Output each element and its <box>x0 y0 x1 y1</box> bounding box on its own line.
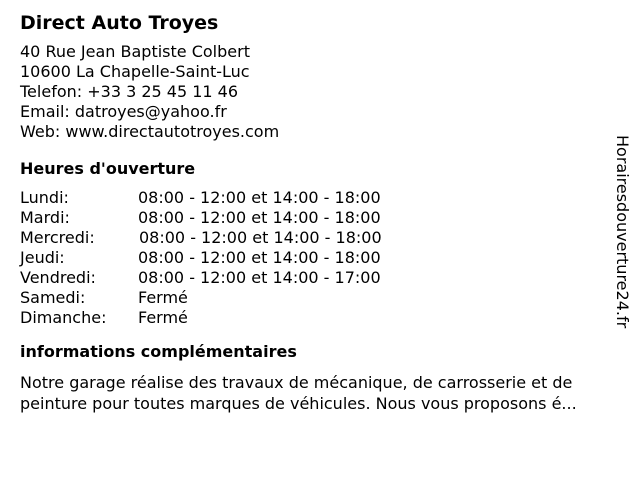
hours-row <box>20 288 620 308</box>
phone-line: Telefon: +33 3 25 45 11 46 <box>20 82 239 101</box>
hours-day: Mardi: <box>20 208 70 227</box>
hours-time: Fermé <box>138 308 188 327</box>
hours-row <box>20 268 620 288</box>
web-line: Web: www.directautotroyes.com <box>20 122 280 141</box>
hours-time: 08:00 - 12:00 et 14:00 - 17:00 <box>138 268 381 287</box>
hours-time: Fermé <box>138 288 188 307</box>
hours-day: Dimanche: <box>20 308 107 327</box>
business-name: Direct Auto Troyes <box>20 12 219 34</box>
hours-time: 08:00 - 12:00 et 14:00 - 18:00 <box>138 188 381 207</box>
hours-day: Jeudi: <box>20 248 65 267</box>
email-line: Email: datroyes@yahoo.fr <box>20 102 227 121</box>
hours-day: Vendredi: <box>20 268 96 287</box>
hours-time: 08:00 - 12:00 et 14:00 - 18:00 <box>138 208 381 227</box>
hours-row <box>20 228 620 248</box>
watermark-text: Horairesdouverture24.fr <box>613 135 632 329</box>
business-card <box>20 10 620 414</box>
hours-table <box>20 188 620 328</box>
info-description: Notre garage réalise des travaux de mécanique, de carrosserie et de peinture pour toutes marques de véhicules. Nous vous proposons é... <box>20 373 577 413</box>
hours-time: 08:00 - 12:00 et 14:00 - 18:00 <box>139 228 382 247</box>
hours-day: Samedi: <box>20 288 86 307</box>
hours-row <box>20 308 620 328</box>
info-heading: informations complémentaires <box>20 342 297 361</box>
hours-time: 08:00 - 12:00 et 14:00 - 18:00 <box>138 248 381 267</box>
hours-heading: Heures d'ouverture <box>20 159 196 178</box>
contact-block <box>20 42 620 142</box>
address-street: 40 Rue Jean Baptiste Colbert <box>20 42 250 61</box>
hours-row <box>20 208 620 228</box>
hours-day: Mercredi: <box>20 228 95 247</box>
hours-row <box>20 248 620 268</box>
hours-day: Lundi: <box>20 188 69 207</box>
hours-row <box>20 188 620 208</box>
address-city: 10600 La Chapelle-Saint-Luc <box>20 62 250 81</box>
